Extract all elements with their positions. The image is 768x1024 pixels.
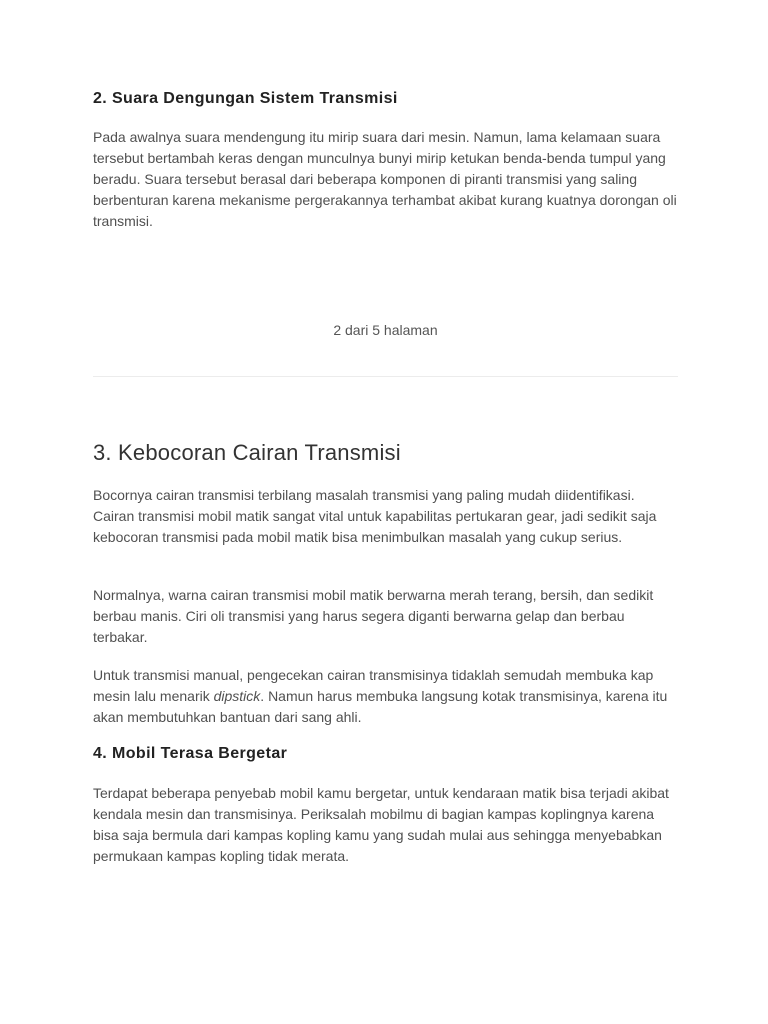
section-divider	[93, 376, 678, 377]
section-3-paragraph-3	[93, 665, 678, 728]
paragraph-3-text-start: Untuk transmisi manual, pengecekan cairan transmisinya tidaklah semudah membuka kap mesin lalu menarik	[93, 667, 654, 704]
section-4-paragraph: Terdapat beberapa penyebab mobil kamu bergetar, untuk kendaraan matik bisa terjadi akibat kendala mesin dan transmisinya. Periksalah mobilmu di bagian kampas koplingnya karena bisa saja bermula dari kampas kopling kamu yang sudah mulai aus sehingga menyebabkan permukaan kampas kopling tidak merata.	[93, 785, 669, 864]
section-3-paragraph-1: Bocornya cairan transmisi terbilang masalah transmisi yang paling mudah diidentifikasi. Cairan transmisi mobil matik sangat vital untuk kapabilitas pertukaran gear, jadi sedikit saja kebocoran transmisi pada mobil matik bisa menimbulkan masalah yang cukup serius.	[93, 487, 657, 545]
section-2-heading: 2. Suara Dengungan Sistem Transmisi	[93, 90, 398, 107]
pagination-indicator: 2 dari 5 halaman	[333, 322, 438, 338]
section-2-paragraph: Pada awalnya suara mendengung itu mirip suara dari mesin. Namun, lama kelamaan suara tersebut bertambah keras dengan munculnya bunyi mirip ketukan benda-benda tumpul yang beradu. Suara tersebut berasal dari beberapa komponen di piranti transmisi yang saling berbenturan karena mekanisme pergerakannya terhambat akibat kurang kuatnya dorongan oli transmisi.	[93, 129, 677, 229]
section-3-heading: 3. Kebocoran Cairan Transmisi	[93, 440, 401, 465]
section-3-paragraph-2: Normalnya, warna cairan transmisi mobil matik berwarna merah terang, bersih, dan sedikit berbau manis. Ciri oli transmisi yang harus segera diganti berwarna gelap dan berbau terbakar.	[93, 587, 654, 645]
paragraph-3-text-end: . Namun harus membuka langsung kotak transmisinya, karena itu akan membutuhkan bantuan dari sang ahli.	[93, 688, 668, 725]
section-4-heading: 4. Mobil Terasa Bergetar	[93, 745, 288, 762]
dipstick-term: dipstick	[213, 688, 261, 704]
